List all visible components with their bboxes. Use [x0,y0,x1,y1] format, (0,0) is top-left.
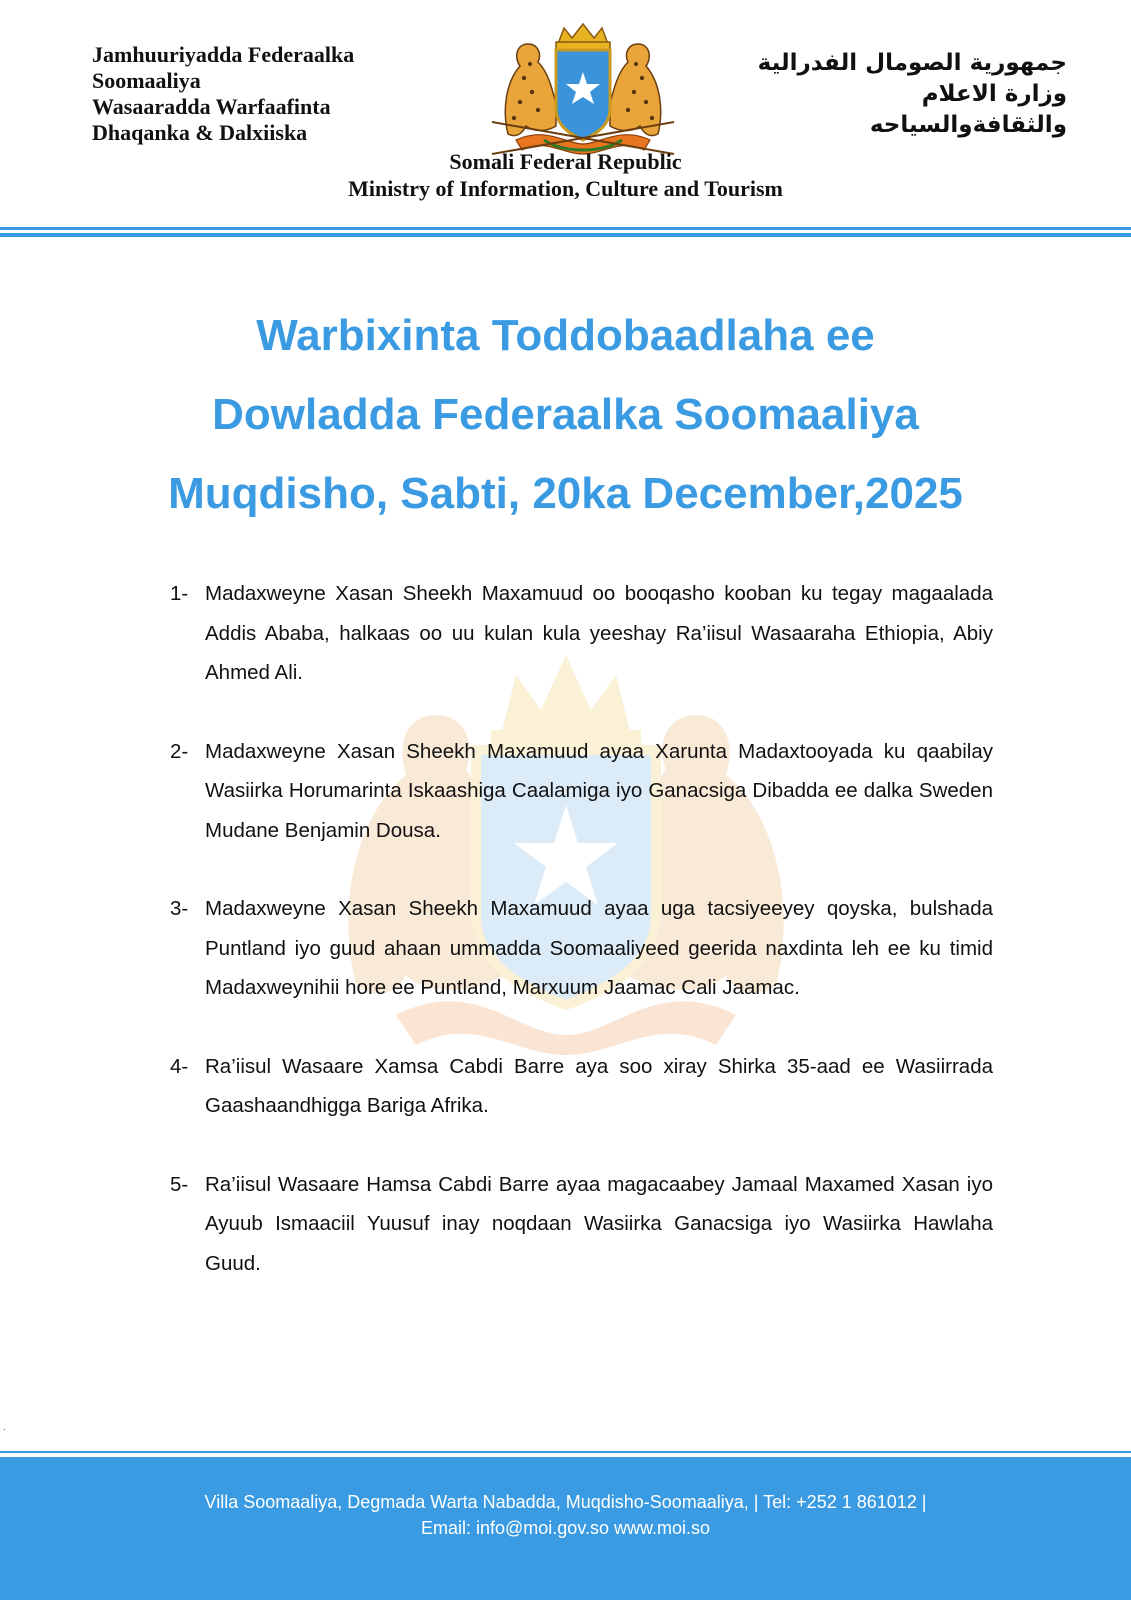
report-title [0,296,1131,533]
letterhead-ministry-name: Ministry of Information, Culture and Tourism [348,176,783,201]
item-number: 2- [170,739,189,763]
letterhead-somali-line: Soomaaliya [92,68,201,93]
news-items-list [170,574,993,1322]
title-line: Warbixinta Toddobaadlaha ee [256,311,875,360]
title-line: Dowladda Federaalka Soomaaliya [212,390,919,439]
item-number: 1- [170,582,189,605]
list-item [170,732,993,851]
letterhead-arabic-line: جمهورية الصومال الفدرالية [757,50,1067,76]
item-text: Ra’iisul Wasaare Hamsa Cabdi Barre ayaa magacaabey Jamaal Maxamed Xasan iyo Ayuub Ismaaciil Yuusuf inay noqdaan Wasiirka Ganacsiga iyo Wasiirka Hawlaha Guud. [205,1172,993,1275]
footer [0,1457,1131,1600]
list-item [170,574,993,693]
title-date-line: Muqdisho, Sabti, 20ka December,2025 [168,469,963,518]
letterhead-somali-block [92,42,354,146]
letterhead-somali-line: Wasaaradda Warfaafinta [92,94,331,119]
letterhead-country-name: Somali Federal Republic [449,149,682,174]
list-item [170,1047,993,1126]
footer-email-line: Email: info@moi.gov.so www.moi.so [420,1518,711,1538]
letterhead-arabic-block [758,48,1067,141]
item-number: 4- [170,1054,189,1078]
stray-mark: . [3,1422,6,1433]
letterhead-arabic-line: والثقافةوالسياحه [869,112,1067,138]
footer-address-line: Villa Soomaaliya, Degmada Warta Nabadda, Muqdisho-Soomaaliya, | Tel: +252 1 861012 | [204,1492,927,1512]
somalia-coat-of-arms-icon [486,22,680,158]
letterhead [0,0,1131,240]
item-number: 3- [170,897,189,920]
item-text: Madaxweyne Xasan Sheekh Maxamuud ayaa Xarunta Madaxtooyada ku qaabilay Wasiirka Horumarinta Iskaashiga Caalamiga iyo Ganacsiga Dibadda ee dalka Sweden Mudane Benjamin Dousa. [205,739,993,842]
item-text: Ra’iisul Wasaare Xamsa Cabdi Barre aya soo xiray Shirka 35-aad ee Wasiirrada Gaashaandhigga Bariga Afrika. [205,1054,993,1117]
letterhead-somali-line: Jamhuuriyadda Federaalka [92,42,355,67]
letterhead-arabic-line: وزارة الاعلام [921,81,1067,107]
letterhead-english-block [0,148,1131,202]
letterhead-somali-line: Dhaqanka & Dalxiiska [92,120,308,145]
item-text: Madaxweyne Xasan Sheekh Maxamuud oo booqasho kooban ku tegay magaalada Addis Ababa, halkaas oo uu kulan kula yeeshay Ra’iisul Wasaaraha Ethiopia, Abiy Ahmed Ali. [205,582,993,684]
footer-contact [0,1489,1131,1541]
header-divider [0,227,1131,230]
header-divider [0,233,1131,237]
footer-divider [0,1451,1131,1453]
item-number: 5- [170,1172,189,1196]
list-item [170,889,993,1008]
list-item [170,1165,993,1284]
item-text: Madaxweyne Xasan Sheekh Maxamuud ayaa uga tacsiyeeyey qoyska, bulshada Puntland iyo guud ahaan ummadda Soomaaliyeed geerida naxdinta leh ee ku timid Madaxweynihii hore ee Puntland, Marxuum Jaamac Cali Jaamac. [205,897,993,999]
